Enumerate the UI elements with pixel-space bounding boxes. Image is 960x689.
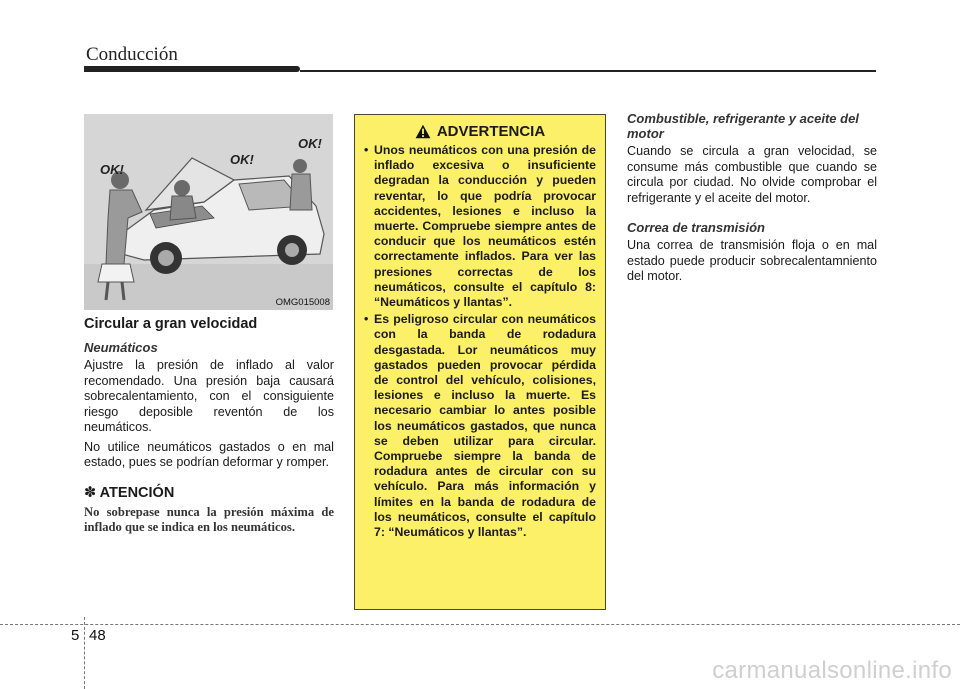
section-title: Conducción [86, 44, 178, 65]
footer-vertical-rule [84, 617, 85, 689]
left-column [84, 316, 334, 536]
image-code: OMG015008 [275, 297, 330, 308]
header-rule-thick [84, 66, 300, 72]
car-drawing [84, 114, 333, 310]
subheading-tires: Neumáticos [84, 340, 158, 355]
footer-rule [0, 624, 960, 625]
attention-heading [84, 485, 334, 501]
ok-label-right: OK! [298, 136, 322, 151]
paragraph-pressure: Ajustre la presión de inflado al valor recomendado. Una presión baja causará sobrecalentamiento, con el consiguiente riesgo deposible reventón de los neumáticos. [84, 358, 334, 434]
warning-title [364, 123, 596, 140]
warning-item-tread: • Es peligroso circular con neumáticos con la banda de rodadura desgastada. Lor neumáticos muy gastados pueden provocar pérdida de control del vehículo, colisiones, lesiones e incluso la muerte. Es necesario cambiar lo antes posible los neumáticos gastados, que nunca se deben utilizar para circular. Compruebe siempre la banda de rodadura antes de circular con su vehículo. Para más información y límites en la banda de rodadura de los neumáticos, consulte el capítulo 7: “Neumáticos y llantas”. [364, 312, 596, 540]
ok-label-center: OK! [230, 152, 254, 167]
page-number: 48 [89, 627, 106, 644]
paragraph-fuel: Cuando se circula a gran velocidad, se consume más combustible que cuando se circula por ciudad. No olvide comprobar el refrigerante y el aceite del motor. [627, 144, 877, 205]
warning-item-pressure: • Unos neumáticos con una presión de inflado excesiva o insuficiente degradan la conducción y pueden reventar, lo que podría provocar accidentes, lesiones e incluso la muerte. Compruebe siempre antes de conducir que los neumáticos estén correctamente inflados. Para ver las presiones correctas de los neumáticos, consulte el capítulo 8: “Neumáticos y llantas”. [364, 143, 596, 310]
paragraph-worn-tires: No utilice neumáticos gastados o en mal estado, pues se podrían deformar y romper. [84, 439, 334, 469]
ok-label-left: OK! [100, 162, 124, 177]
right-column [627, 111, 877, 289]
header-rule-thin [300, 70, 876, 72]
warning-list [364, 143, 596, 540]
attention-title: ATENCIÓN [99, 484, 175, 501]
subheading-fuel: Combustible, refrigerante y aceite del motor [627, 111, 859, 141]
chapter-number: 5 [71, 627, 80, 644]
car-hood-illustration [84, 114, 333, 310]
attention-icon: ✽ [84, 484, 97, 501]
heading-high-speed: Circular a gran velocidad [84, 316, 258, 332]
paragraph-belt: Una correa de transmisión floja o en mal estado puede producir sobrecalentamniento del motor. [627, 238, 877, 283]
warning-title-text: ADVERTENCIA [436, 123, 546, 140]
warning-box [354, 114, 606, 610]
warning-triangle-icon [415, 124, 431, 139]
watermark: carmanualsonline.info [712, 657, 952, 684]
attention-text: No sobrepase nunca la presión máxima de inflado que se indica en los neumáticos. [84, 504, 334, 534]
subheading-belt: Correa de transmisión [627, 220, 765, 235]
